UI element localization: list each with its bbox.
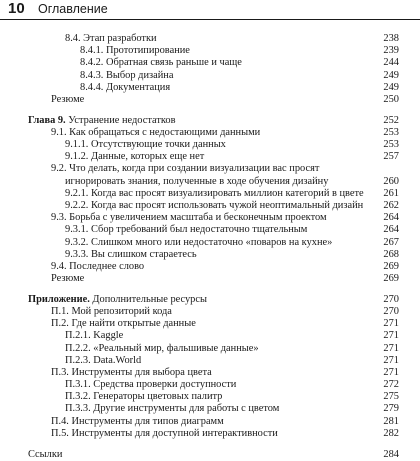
toc-entry-label: Дополнительные ресурсы (89, 293, 207, 305)
toc-entry (0, 224, 420, 236)
toc-entry-label: 9.3.3. Вы слишком стараетесь (65, 248, 197, 260)
toc-entry-title (51, 273, 84, 285)
toc-entry-title (51, 163, 319, 175)
toc-entry-label: 9.2.1. Когда вас просят визуализировать миллион категорий в цвете (65, 187, 364, 199)
toc-entry (0, 273, 420, 285)
toc-entry-title (28, 115, 176, 127)
toc-entry-title (80, 57, 242, 69)
toc-entry-title (51, 416, 224, 428)
chapter-label: Приложение. (28, 293, 90, 305)
toc-page-number: 271 (383, 354, 399, 366)
toc-entry-title (65, 139, 226, 151)
toc-entry-title (51, 428, 278, 440)
toc-entry-title (80, 45, 190, 57)
toc-entry (0, 416, 420, 428)
toc-entry (0, 94, 420, 106)
toc-entry-title (65, 188, 364, 200)
toc-page-number: 275 (383, 391, 399, 403)
toc-entry (0, 57, 420, 69)
toc-entry (0, 33, 420, 45)
toc-entry (0, 306, 420, 318)
toc-entry-title (80, 82, 170, 94)
toc-entry-title (51, 127, 260, 139)
toc-entry (0, 188, 420, 200)
toc-entry-title (28, 294, 207, 306)
toc-entry (0, 127, 420, 139)
toc-entry-title (65, 391, 222, 403)
toc-entry (0, 237, 420, 249)
toc-page-number: 252 (383, 114, 399, 126)
toc-entry-title (65, 330, 123, 342)
toc-entry (0, 200, 420, 212)
toc-entry-label: 8.4.1. Прототипирование (80, 45, 190, 57)
toc-entry-label: П.3.1. Средства проверки доступности (65, 379, 237, 391)
toc-entry-label: 8.4.3. Выбор дизайна (80, 69, 174, 81)
toc-page-number: 284 (383, 448, 399, 460)
toc-page-number: 271 (383, 318, 399, 330)
toc-page-number: 262 (383, 199, 399, 211)
toc-page-number: 260 (383, 175, 399, 187)
toc-page-number: 261 (383, 187, 399, 199)
page-number: 10 (8, 0, 25, 17)
toc-entry (0, 330, 420, 342)
toc-entry-label: 9.2.2. Когда вас просят использовать чужой неоптимальный дизайн (65, 199, 364, 211)
toc-entry-label: 8.4.4. Документация (80, 81, 171, 93)
toc-page-number: 271 (383, 342, 399, 354)
toc-chapter-entry (0, 115, 420, 127)
toc-page-number: 270 (383, 305, 399, 317)
toc-entry-label: П.4. Инструменты для типов диаграмм (51, 415, 224, 427)
toc-page-number: 282 (383, 427, 399, 439)
toc-entry-title (51, 94, 84, 106)
toc-page-number: 239 (383, 45, 399, 57)
toc-entry (0, 367, 420, 379)
toc-entry-label: П.2.2. «Реальный мир, фальшивые данные» (65, 342, 259, 354)
toc-entry-title (65, 33, 157, 45)
toc-entry-label: П.3.3. Другие инструменты для работы с цветом (65, 403, 280, 415)
toc-page-number: 250 (383, 93, 399, 105)
toc-chapter-entry (0, 449, 420, 461)
toc-entry (0, 391, 420, 403)
toc-page-number: 264 (383, 212, 399, 224)
toc-page-number: 270 (383, 293, 399, 305)
toc-entry-label: 9.4. Последнее слово (51, 260, 145, 272)
toc-page-number: 269 (383, 260, 399, 272)
toc-page-number: 272 (383, 379, 399, 391)
toc-entry-title (80, 70, 173, 82)
toc-chapter-entry (0, 294, 420, 306)
toc-page-number: 249 (383, 81, 399, 93)
toc-entry (0, 163, 420, 175)
toc-entry (0, 403, 420, 415)
toc-page-number: 271 (383, 366, 399, 378)
toc-entry-label: Резюме (51, 93, 85, 105)
toc-entry (0, 318, 420, 330)
toc-page-number: 279 (383, 403, 399, 415)
toc-entry (0, 343, 420, 355)
toc-page-number: 268 (383, 248, 399, 260)
toc-entry-title (65, 176, 328, 188)
toc-entry-title (65, 403, 279, 415)
toc-entry-label: Ссылки (28, 448, 63, 460)
toc-entry-label: П.1. Мой репозиторий кода (51, 305, 172, 317)
toc-entry-title (51, 212, 327, 224)
toc-page-number: 244 (383, 57, 399, 69)
toc-entry (0, 261, 420, 273)
toc-entry (0, 45, 420, 57)
toc-page-number: 238 (383, 33, 399, 44)
toc-entry-title (65, 355, 141, 367)
toc-entry-label: 9.1.1. Отсутствующие точки данных (65, 139, 226, 150)
toc-entry-title (65, 249, 197, 261)
table-of-contents (0, 33, 420, 461)
toc-entry-label: Устранение недостатков (65, 114, 176, 126)
toc-entry-label: 9.3.1. Сбор требований был недостаточно тщательным (65, 224, 308, 236)
toc-entry-title (65, 200, 363, 212)
toc-entry-title (65, 224, 307, 236)
toc-entry-label: игнорировать знания, полученные в ходе обучения дизайну (65, 175, 329, 187)
toc-entry-label: Резюме (51, 273, 85, 285)
toc-entry-title (65, 151, 204, 163)
toc-entry-label: П.2.3. Data.World (65, 354, 142, 366)
running-title: Оглавление (38, 2, 108, 16)
toc-entry-title (51, 261, 144, 273)
toc-entry (0, 355, 420, 367)
toc-entry (0, 379, 420, 391)
toc-page-number: 257 (383, 151, 399, 163)
toc-entry-label: 8.4. Этап разработки (65, 33, 157, 44)
toc-page-number: 253 (383, 139, 399, 150)
toc-entry-label: П.2. Где найти открытые данные (51, 318, 196, 330)
toc-entry (0, 139, 420, 151)
chapter-label: Глава 9. (28, 114, 66, 126)
toc-page-number: 264 (383, 224, 399, 236)
toc-page-number: 271 (383, 330, 399, 342)
toc-entry-label: П.2.1. Kaggle (65, 330, 124, 342)
toc-entry-label: П.3. Инструменты для выбора цвета (51, 366, 212, 378)
toc-page-number: 267 (383, 236, 399, 248)
toc-page-number: 269 (383, 273, 399, 285)
toc-entry-label: 9.3.2. Слишком много или недостаточно «поваров на кухне» (65, 236, 333, 248)
toc-entry-title (51, 318, 196, 330)
header-rule (0, 19, 420, 20)
toc-entry-label: 9.1. Как обращаться с недостающими данными (51, 126, 261, 138)
toc-entry-label: 8.4.2. Обратная связь раньше и чаще (80, 57, 242, 69)
toc-entry-title (51, 367, 212, 379)
toc-entry-title (65, 379, 236, 391)
toc-entry-title (65, 237, 332, 249)
toc-entry (0, 249, 420, 261)
toc-entry-title (28, 449, 62, 461)
toc-page-number: 281 (383, 415, 399, 427)
toc-page-number: 253 (383, 126, 399, 138)
toc-entry-label: П.5. Инструменты для доступной интерактивности (51, 427, 278, 439)
toc-entry-label: П.3.2. Генераторы цветовых палитр (65, 391, 223, 403)
toc-entry (0, 82, 420, 94)
toc-entry (0, 428, 420, 440)
toc-entry-title (51, 306, 172, 318)
toc-entry-title (65, 343, 259, 355)
toc-entry-label: 9.3. Борьба с увеличением масштаба и бесконечным проектом (51, 212, 327, 224)
running-header (0, 0, 420, 20)
toc-entry (0, 70, 420, 82)
toc-entry-label: 9.1.2. Данные, которых еще нет (65, 151, 205, 163)
toc-entry (0, 151, 420, 163)
toc-entry (0, 176, 420, 188)
toc-page-number: 249 (383, 69, 399, 81)
toc-entry-label: 9.2. Что делать, когда при создании визуализации вас просят (51, 163, 320, 175)
toc-entry (0, 212, 420, 224)
